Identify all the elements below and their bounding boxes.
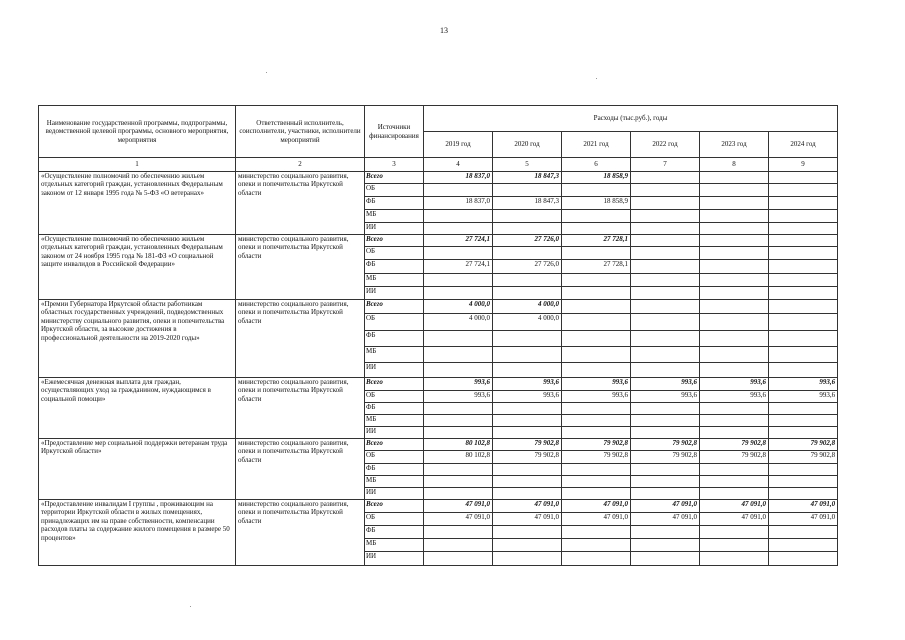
- amount-cell: [700, 197, 769, 210]
- amount-cell: [631, 363, 700, 378]
- source-label-cell: ИИ: [365, 427, 424, 439]
- amount-cell: [700, 247, 769, 260]
- source-label-cell: ОБ: [365, 451, 424, 464]
- amount-cell: [631, 552, 700, 566]
- amount-cell: [769, 488, 838, 500]
- amount-cell: [493, 223, 562, 235]
- source-label-cell: ИИ: [365, 363, 424, 378]
- source-label-cell: ИИ: [365, 488, 424, 500]
- amount-cell: [631, 287, 700, 300]
- scan-speck: [596, 78, 597, 79]
- amount-cell: 47 091,0: [769, 500, 838, 513]
- source-label-cell: ИИ: [365, 287, 424, 300]
- amount-cell: [424, 363, 493, 378]
- amount-cell: [769, 403, 838, 415]
- source-label-cell: ФБ: [365, 526, 424, 539]
- amount-cell: 47 091,0: [493, 500, 562, 513]
- amount-cell: 79 902,8: [631, 439, 700, 451]
- header-year: 2022 год: [631, 132, 700, 158]
- measure-name-cell: «Предоставление мер социальной поддержки ветеранам труда Иркутской области»: [39, 439, 236, 500]
- amount-cell: [424, 464, 493, 476]
- amount-cell: 27 728,1: [562, 260, 631, 274]
- executor-cell: министерство социального развития, опеки и попечительства Иркутской области: [236, 500, 365, 566]
- amount-cell: [493, 476, 562, 488]
- source-label-cell: ИИ: [365, 223, 424, 235]
- amount-cell: [631, 314, 700, 331]
- amount-cell: [562, 403, 631, 415]
- amount-cell: 18 858,9: [562, 197, 631, 210]
- source-label-cell: Всего: [365, 235, 424, 247]
- table-row: [39, 172, 838, 184]
- column-number: 2: [236, 158, 365, 172]
- amount-cell: [424, 427, 493, 439]
- amount-cell: [769, 172, 838, 184]
- header-executor: Ответственный исполнитель, соисполнители, участники, исполнители мероприятий: [236, 106, 365, 158]
- amount-cell: [769, 464, 838, 476]
- source-label-cell: ОБ: [365, 513, 424, 526]
- amount-cell: [700, 300, 769, 314]
- amount-cell: [769, 274, 838, 287]
- amount-cell: [700, 363, 769, 378]
- amount-cell: [562, 210, 631, 223]
- amount-cell: [493, 247, 562, 260]
- amount-cell: [700, 415, 769, 427]
- amount-cell: [700, 476, 769, 488]
- amount-cell: [424, 223, 493, 235]
- amount-cell: [493, 427, 562, 439]
- amount-cell: [631, 274, 700, 287]
- amount-cell: [424, 552, 493, 566]
- amount-cell: [424, 184, 493, 197]
- amount-cell: 27 724,1: [424, 235, 493, 247]
- amount-cell: [424, 331, 493, 347]
- amount-cell: 80 102,8: [424, 439, 493, 451]
- amount-cell: [769, 300, 838, 314]
- column-number: 8: [700, 158, 769, 172]
- amount-cell: [631, 223, 700, 235]
- amount-cell: 993,6: [493, 391, 562, 403]
- amount-cell: [631, 300, 700, 314]
- amount-cell: 27 726,0: [493, 235, 562, 247]
- amount-cell: [631, 197, 700, 210]
- amount-cell: [562, 274, 631, 287]
- amount-cell: [700, 331, 769, 347]
- amount-cell: 47 091,0: [562, 513, 631, 526]
- amount-cell: [493, 403, 562, 415]
- measure-name-cell: «Осуществление полномочий по обеспечению жильем отдельных категорий граждан, установленных Федеральным законом от 24 ноября 1995 года № 181-ФЗ «О социальной защите инвалидов в Российской Федерации»: [39, 235, 236, 300]
- amount-cell: [631, 539, 700, 552]
- amount-cell: 4 000,0: [424, 300, 493, 314]
- amount-cell: [493, 363, 562, 378]
- amount-cell: [700, 223, 769, 235]
- amount-cell: [631, 347, 700, 363]
- amount-cell: [769, 415, 838, 427]
- amount-cell: [769, 210, 838, 223]
- measure-name-cell: «Осуществление полномочий по обеспечению жильем отдельных категорий граждан, установленных Федеральным законом от 12 января 1995 года № 5-ФЗ «О ветеранах»: [39, 172, 236, 235]
- amount-cell: [769, 427, 838, 439]
- amount-cell: [769, 314, 838, 331]
- amount-cell: 79 902,8: [769, 451, 838, 464]
- header-year: 2023 год: [700, 132, 769, 158]
- amount-cell: 27 724,1: [424, 260, 493, 274]
- amount-cell: [562, 223, 631, 235]
- amount-cell: [562, 415, 631, 427]
- amount-cell: 79 902,8: [700, 439, 769, 451]
- amount-cell: [700, 235, 769, 247]
- amount-cell: 79 902,8: [493, 451, 562, 464]
- column-number: 3: [365, 158, 424, 172]
- amount-cell: [631, 331, 700, 347]
- amount-cell: 79 902,8: [562, 451, 631, 464]
- executor-cell: министерство социального развития, опеки и попечительства Иркутской области: [236, 172, 365, 235]
- amount-cell: [769, 363, 838, 378]
- amount-cell: [700, 526, 769, 539]
- executor-cell: министерство социального развития, опеки и попечительства Иркутской области: [236, 439, 365, 500]
- amount-cell: [631, 260, 700, 274]
- expenses-table: [38, 105, 838, 566]
- source-label-cell: ФБ: [365, 464, 424, 476]
- table-row: [39, 300, 838, 314]
- source-label-cell: ОБ: [365, 247, 424, 260]
- amount-cell: [493, 552, 562, 566]
- amount-cell: 47 091,0: [631, 513, 700, 526]
- header-year: 2020 год: [493, 132, 562, 158]
- page-number: 13: [440, 26, 448, 35]
- column-number: 4: [424, 158, 493, 172]
- amount-cell: [700, 488, 769, 500]
- header-sources: Источники финансирования: [365, 106, 424, 158]
- amount-cell: [562, 363, 631, 378]
- amount-cell: [631, 184, 700, 197]
- amount-cell: [631, 247, 700, 260]
- header-year: 2021 год: [562, 132, 631, 158]
- amount-cell: [631, 464, 700, 476]
- amount-cell: [493, 347, 562, 363]
- amount-cell: [700, 427, 769, 439]
- amount-cell: 79 902,8: [769, 439, 838, 451]
- scan-speck: [190, 606, 191, 607]
- amount-cell: [631, 235, 700, 247]
- amount-cell: 993,6: [769, 378, 838, 391]
- amount-cell: [424, 488, 493, 500]
- table-row: [39, 500, 838, 513]
- table-row: [39, 378, 838, 391]
- amount-cell: [424, 274, 493, 287]
- column-number: 7: [631, 158, 700, 172]
- source-label-cell: МБ: [365, 210, 424, 223]
- column-number: 1: [39, 158, 236, 172]
- amount-cell: [493, 415, 562, 427]
- amount-cell: [631, 403, 700, 415]
- amount-cell: [769, 526, 838, 539]
- header-expenses: Расходы (тыс.руб.), годы: [424, 106, 838, 132]
- amount-cell: 993,6: [631, 378, 700, 391]
- amount-cell: [769, 260, 838, 274]
- column-number: 5: [493, 158, 562, 172]
- amount-cell: 79 902,8: [493, 439, 562, 451]
- amount-cell: [700, 172, 769, 184]
- amount-cell: [769, 287, 838, 300]
- amount-cell: 47 091,0: [424, 500, 493, 513]
- amount-cell: [493, 539, 562, 552]
- amount-cell: [700, 260, 769, 274]
- amount-cell: [769, 197, 838, 210]
- amount-cell: 18 837,0: [424, 172, 493, 184]
- measure-name-cell: «Ежемесячная денежная выплата для граждан, осуществляющих уход за гражданином, нуждающимся в социальной помощи»: [39, 378, 236, 439]
- source-label-cell: ФБ: [365, 331, 424, 347]
- amount-cell: [700, 552, 769, 566]
- amount-cell: 80 102,8: [424, 451, 493, 464]
- header-year: 2019 год: [424, 132, 493, 158]
- amount-cell: 993,6: [700, 378, 769, 391]
- amount-cell: [562, 247, 631, 260]
- amount-cell: [700, 347, 769, 363]
- amount-cell: [700, 210, 769, 223]
- amount-cell: [562, 287, 631, 300]
- amount-cell: 47 091,0: [631, 500, 700, 513]
- amount-cell: [631, 488, 700, 500]
- source-label-cell: Всего: [365, 439, 424, 451]
- source-label-cell: Всего: [365, 378, 424, 391]
- amount-cell: 47 091,0: [700, 500, 769, 513]
- amount-cell: 79 902,8: [700, 451, 769, 464]
- amount-cell: 47 091,0: [424, 513, 493, 526]
- amount-cell: [493, 488, 562, 500]
- amount-cell: [424, 287, 493, 300]
- source-label-cell: МБ: [365, 415, 424, 427]
- source-label-cell: ИИ: [365, 552, 424, 566]
- amount-cell: [769, 223, 838, 235]
- amount-cell: [424, 539, 493, 552]
- source-label-cell: Всего: [365, 500, 424, 513]
- table-row: [39, 235, 838, 247]
- amount-cell: [769, 347, 838, 363]
- amount-cell: [769, 235, 838, 247]
- amount-cell: [493, 184, 562, 197]
- amount-cell: [700, 539, 769, 552]
- amount-cell: [493, 526, 562, 539]
- amount-cell: [631, 526, 700, 539]
- amount-cell: [562, 184, 631, 197]
- table-row: [39, 439, 838, 451]
- amount-cell: 4 000,0: [424, 314, 493, 331]
- amount-cell: [424, 476, 493, 488]
- source-label-cell: ОБ: [365, 391, 424, 403]
- amount-cell: [493, 464, 562, 476]
- amount-cell: [562, 314, 631, 331]
- source-label-cell: Всего: [365, 172, 424, 184]
- source-label-cell: Всего: [365, 300, 424, 314]
- amount-cell: [631, 427, 700, 439]
- column-number: 9: [769, 158, 838, 172]
- column-number: 6: [562, 158, 631, 172]
- amount-cell: 47 091,0: [493, 513, 562, 526]
- amount-cell: 993,6: [769, 391, 838, 403]
- amount-cell: 47 091,0: [700, 513, 769, 526]
- amount-cell: [700, 314, 769, 331]
- amount-cell: [493, 287, 562, 300]
- header-year: 2024 год: [769, 132, 838, 158]
- amount-cell: 18 837,0: [424, 197, 493, 210]
- executor-cell: министерство социального развития, опеки и попечительства Иркутской области: [236, 300, 365, 378]
- amount-cell: [424, 415, 493, 427]
- source-label-cell: МБ: [365, 274, 424, 287]
- source-label-cell: ОБ: [365, 184, 424, 197]
- amount-cell: [562, 464, 631, 476]
- amount-cell: 47 091,0: [769, 513, 838, 526]
- amount-cell: 27 728,1: [562, 235, 631, 247]
- header-program-name: Наименование государственной программы, подпрограммы, ведомственной целевой программы, основного мероприятия, мероприятия: [39, 106, 236, 158]
- amount-cell: 79 902,8: [562, 439, 631, 451]
- amount-cell: [424, 210, 493, 223]
- amount-cell: [700, 464, 769, 476]
- source-label-cell: ФБ: [365, 403, 424, 415]
- amount-cell: [562, 347, 631, 363]
- amount-cell: 4 000,0: [493, 300, 562, 314]
- amount-cell: [769, 184, 838, 197]
- amount-cell: 993,6: [700, 391, 769, 403]
- amount-cell: [700, 184, 769, 197]
- amount-cell: 993,6: [631, 391, 700, 403]
- amount-cell: 993,6: [562, 378, 631, 391]
- amount-cell: [769, 539, 838, 552]
- amount-cell: [562, 552, 631, 566]
- source-label-cell: ФБ: [365, 260, 424, 274]
- amount-cell: 18 847,3: [493, 172, 562, 184]
- executor-cell: министерство социального развития, опеки и попечительства Иркутской области: [236, 378, 365, 439]
- amount-cell: [769, 552, 838, 566]
- amount-cell: 47 091,0: [562, 500, 631, 513]
- amount-cell: [562, 300, 631, 314]
- amount-cell: [631, 172, 700, 184]
- amount-cell: 993,6: [424, 391, 493, 403]
- amount-cell: [562, 427, 631, 439]
- executor-cell: министерство социального развития, опеки и попечительства Иркутской области: [236, 235, 365, 300]
- amount-cell: [424, 347, 493, 363]
- amount-cell: [631, 415, 700, 427]
- amount-cell: [562, 526, 631, 539]
- amount-cell: [769, 247, 838, 260]
- amount-cell: [493, 210, 562, 223]
- source-label-cell: МБ: [365, 476, 424, 488]
- amount-cell: [424, 526, 493, 539]
- amount-cell: [562, 331, 631, 347]
- measure-name-cell: «Премии Губернатора Иркутской области работникам областных государственных учреждений, подведомственных министерству социального развития, опеки и попечительства Иркутской области, за высокие достижения в профессиональной деятельности на 2019-2020 годы»: [39, 300, 236, 378]
- amount-cell: [493, 331, 562, 347]
- amount-cell: [769, 476, 838, 488]
- measure-name-cell: «Предоставление инвалидам I группы , проживающим на территории Иркутской области в жилых помещениях, принадлежащих им на праве собственности, компенсации расходов платы за содержание жилого помещения в размере 50 процентов»: [39, 500, 236, 566]
- amount-cell: [424, 247, 493, 260]
- amount-cell: [700, 274, 769, 287]
- scan-speck: [266, 72, 267, 73]
- source-label-cell: ФБ: [365, 197, 424, 210]
- amount-cell: [700, 403, 769, 415]
- amount-cell: [562, 488, 631, 500]
- amount-cell: 18 858,9: [562, 172, 631, 184]
- amount-cell: [562, 476, 631, 488]
- source-label-cell: МБ: [365, 347, 424, 363]
- amount-cell: [631, 210, 700, 223]
- amount-cell: 993,6: [562, 391, 631, 403]
- amount-cell: [562, 539, 631, 552]
- amount-cell: 18 847,3: [493, 197, 562, 210]
- amount-cell: 27 726,0: [493, 260, 562, 274]
- amount-cell: [631, 476, 700, 488]
- amount-cell: 79 902,8: [631, 451, 700, 464]
- amount-cell: [493, 274, 562, 287]
- amount-cell: [700, 287, 769, 300]
- source-label-cell: МБ: [365, 539, 424, 552]
- amount-cell: 993,6: [493, 378, 562, 391]
- amount-cell: [769, 331, 838, 347]
- amount-cell: 4 000,0: [493, 314, 562, 331]
- amount-cell: 993,6: [424, 378, 493, 391]
- amount-cell: [424, 403, 493, 415]
- source-label-cell: ОБ: [365, 314, 424, 331]
